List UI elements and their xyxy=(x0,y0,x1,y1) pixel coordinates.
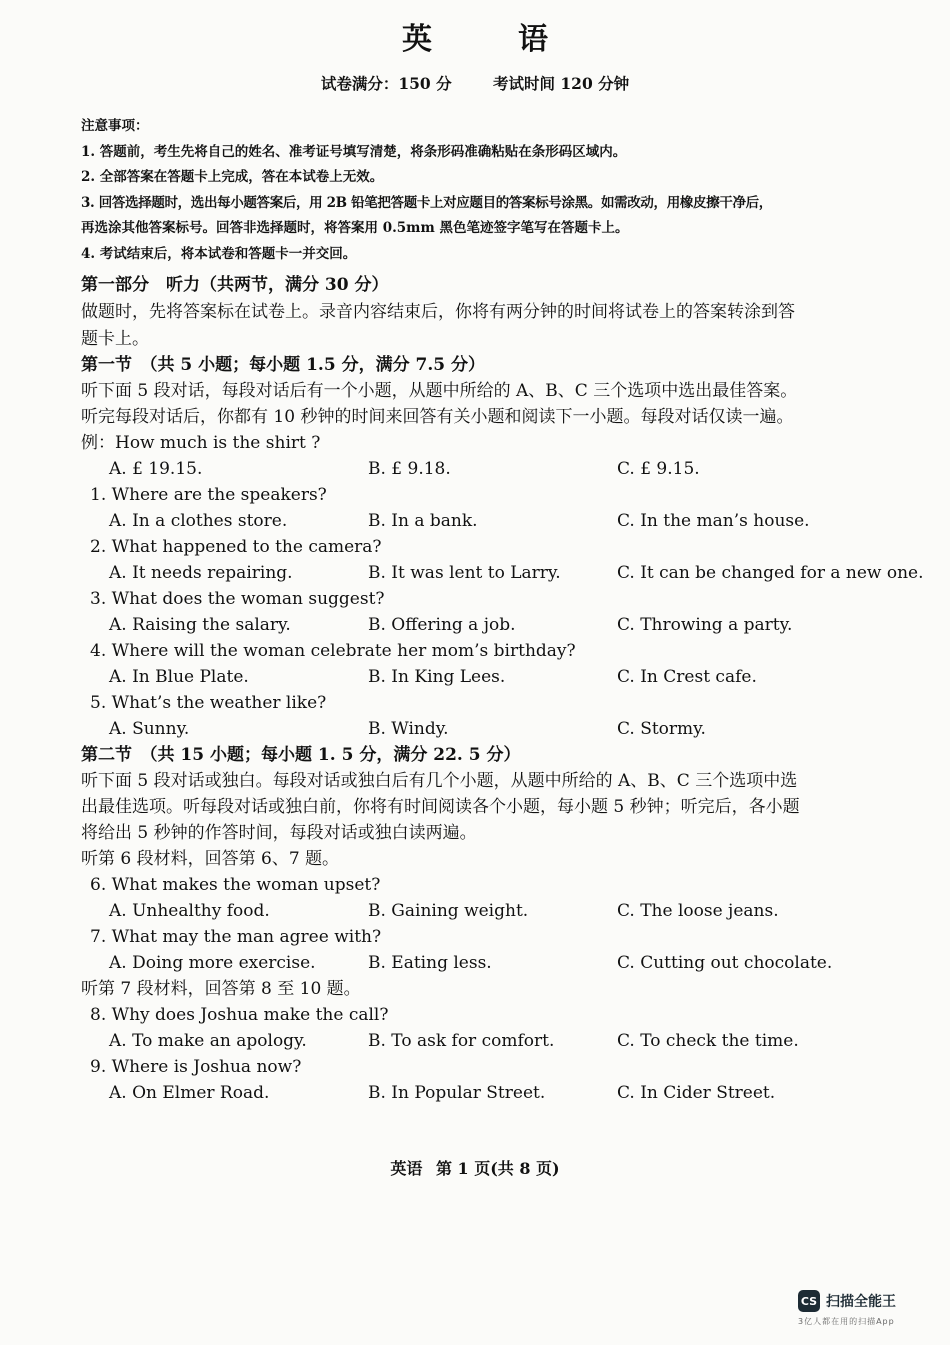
question-1: 1. Where are the speakers? xyxy=(90,485,327,505)
notice-heading: 注意事项： xyxy=(81,118,149,134)
option-b: B. Offering a job. xyxy=(368,615,516,635)
question-6-options xyxy=(81,898,901,924)
part1-intro-line: 做题时，先将答案标在试卷上。录音内容结束后，你将有两分钟的时间将试卷上的答案转涂到答 xyxy=(81,302,795,322)
option-a: A. Sunny. xyxy=(109,719,190,739)
scanner-watermark xyxy=(798,1290,928,1327)
option-a: A. To make an apology. xyxy=(109,1031,307,1051)
option-a: A. On Elmer Road. xyxy=(109,1083,270,1103)
option-b: B. In a bank. xyxy=(368,511,478,531)
section1-intro-line: 听完每段对话后，你都有 10 秒钟的时间来回答有关小题和阅读下一小题。每段对话仅读一遍。 xyxy=(81,407,794,427)
notice-line: 2. 全部答案在答题卡上完成，答在本试卷上无效。 xyxy=(81,169,384,185)
example-options xyxy=(81,456,901,482)
option-b: B. It was lent to Larry. xyxy=(368,563,561,583)
notice-line: 3. 回答选择题时，选出每小题答案后，用 2B 铅笔把答题卡上对应题目的答案标号涂黑。如需改动，用橡皮擦干净后， xyxy=(81,194,772,211)
watermark-tagline: 3亿人都在用的扫描App xyxy=(798,1317,895,1326)
exam-meta xyxy=(0,72,950,94)
exam-title: 英 语 xyxy=(402,22,576,57)
option-a: A. It needs repairing. xyxy=(109,563,293,583)
section2-heading: 第二节 （共 15 小题；每小题 1. 5 分，满分 22. 5 分） xyxy=(81,745,521,765)
part1-intro-line: 题卡上。 xyxy=(81,329,149,349)
option-b: B. Eating less. xyxy=(368,953,492,973)
question-6: 6. What makes the woman upset? xyxy=(90,875,381,895)
notice-line: 再选涂其他答案标号。回答非选择题时，将答案用 0.5mm 黑色笔迹签字笔写在答题卡上。 xyxy=(81,220,629,236)
listening-part xyxy=(81,272,924,1106)
option-b: B. To ask for comfort. xyxy=(368,1031,555,1051)
material-6-instruction: 听第 6 段材料，回答第 6、7 题。 xyxy=(81,849,340,869)
option-a: A. In a clothes store. xyxy=(109,511,288,531)
option-a: A. £ 19.15. xyxy=(109,459,203,479)
section1-heading: 第一节 （共 5 小题；每小题 1.5 分，满分 7.5 分） xyxy=(81,355,485,375)
part1-heading: 第一部分 听力（共两节，满分 30 分） xyxy=(81,275,389,295)
option-b: B. Windy. xyxy=(368,719,449,739)
full-score: 试卷满分：150 分 xyxy=(320,74,452,93)
question-2: 2. What happened to the camera? xyxy=(90,537,382,557)
option-c: C. It can be changed for a new one. xyxy=(617,563,924,583)
footer-page-number: 第 1 页(共 8 页) xyxy=(435,1159,560,1178)
question-5: 5. What’s the weather like? xyxy=(90,693,327,713)
question-1-options xyxy=(81,508,901,534)
section2-intro-line: 出最佳选项。听每段对话或独白前，你将有时间阅读各个小题，每小题 5 秒钟；听完后，各小题 xyxy=(81,797,800,817)
option-b: B. In King Lees. xyxy=(368,667,506,687)
question-3: 3. What does the woman suggest? xyxy=(90,589,385,609)
watermark-brand-name: 扫描全能王 xyxy=(826,1294,896,1310)
question-9-options xyxy=(81,1080,901,1106)
question-7-options xyxy=(81,950,901,976)
option-a: A. Doing more exercise. xyxy=(109,953,316,973)
option-c: C. Stormy. xyxy=(617,719,706,739)
question-8: 8. Why does Joshua make the call? xyxy=(90,1005,389,1025)
notice-line: 1. 答题前，考生先将自己的姓名、准考证号填写清楚，将条形码准确粘贴在条形码区域内。 xyxy=(81,143,627,160)
question-4-options xyxy=(81,664,901,690)
option-a: A. Unhealthy food. xyxy=(109,901,270,921)
option-c: C. The loose jeans. xyxy=(617,901,779,921)
option-c: C. £ 9.15. xyxy=(617,459,700,479)
option-a: A. In Blue Plate. xyxy=(109,667,249,687)
question-4: 4. Where will the woman celebrate her mom’s birthday? xyxy=(90,641,576,661)
section2-intro-line: 听下面 5 段对话或独白。每段对话或独白后有几个小题，从题中所给的 A、B、C 三个选项中选 xyxy=(81,771,798,791)
question-8-options xyxy=(81,1028,901,1054)
option-b: B. £ 9.18. xyxy=(368,459,451,479)
material-7-instruction: 听第 7 段材料，回答第 8 至 10 题。 xyxy=(81,979,361,999)
question-9: 9. Where is Joshua now? xyxy=(90,1057,302,1077)
notice-line: 4. 考试结束后，将本试卷和答题卡一并交回。 xyxy=(81,245,357,262)
page-footer xyxy=(0,1156,950,1179)
footer-subject: 英语 xyxy=(390,1159,423,1178)
exam-time: 考试时间 120 分钟 xyxy=(493,74,630,93)
camscanner-logo-icon: CS xyxy=(798,1290,820,1312)
example-question: 例：How much is the shirt ? xyxy=(81,433,321,453)
option-c: C. Cutting out chocolate. xyxy=(617,953,833,973)
question-3-options xyxy=(81,612,901,638)
section2-intro-line: 将给出 5 秒钟的作答时间，每段对话或独白读两遍。 xyxy=(81,823,477,843)
question-2-options xyxy=(81,560,924,586)
option-c: C. In Crest cafe. xyxy=(617,667,757,687)
section1-intro-line: 听下面 5 段对话，每段对话后有一个小题，从题中所给的 A、B、C 三个选项中选出最佳答案。 xyxy=(81,381,798,401)
question-7: 7. What may the man agree with? xyxy=(90,927,382,947)
option-c: C. Throwing a party. xyxy=(617,615,793,635)
option-c: C. In Cider Street. xyxy=(617,1083,776,1103)
option-c: C. In the man’s house. xyxy=(617,511,810,531)
option-c: C. To check the time. xyxy=(617,1031,799,1051)
option-b: B. Gaining weight. xyxy=(368,901,529,921)
option-a: A. Raising the salary. xyxy=(109,615,291,635)
notice-block xyxy=(81,114,901,267)
question-5-options xyxy=(81,716,901,742)
watermark-logo-row xyxy=(798,1290,928,1312)
option-b: B. In Popular Street. xyxy=(368,1083,546,1103)
